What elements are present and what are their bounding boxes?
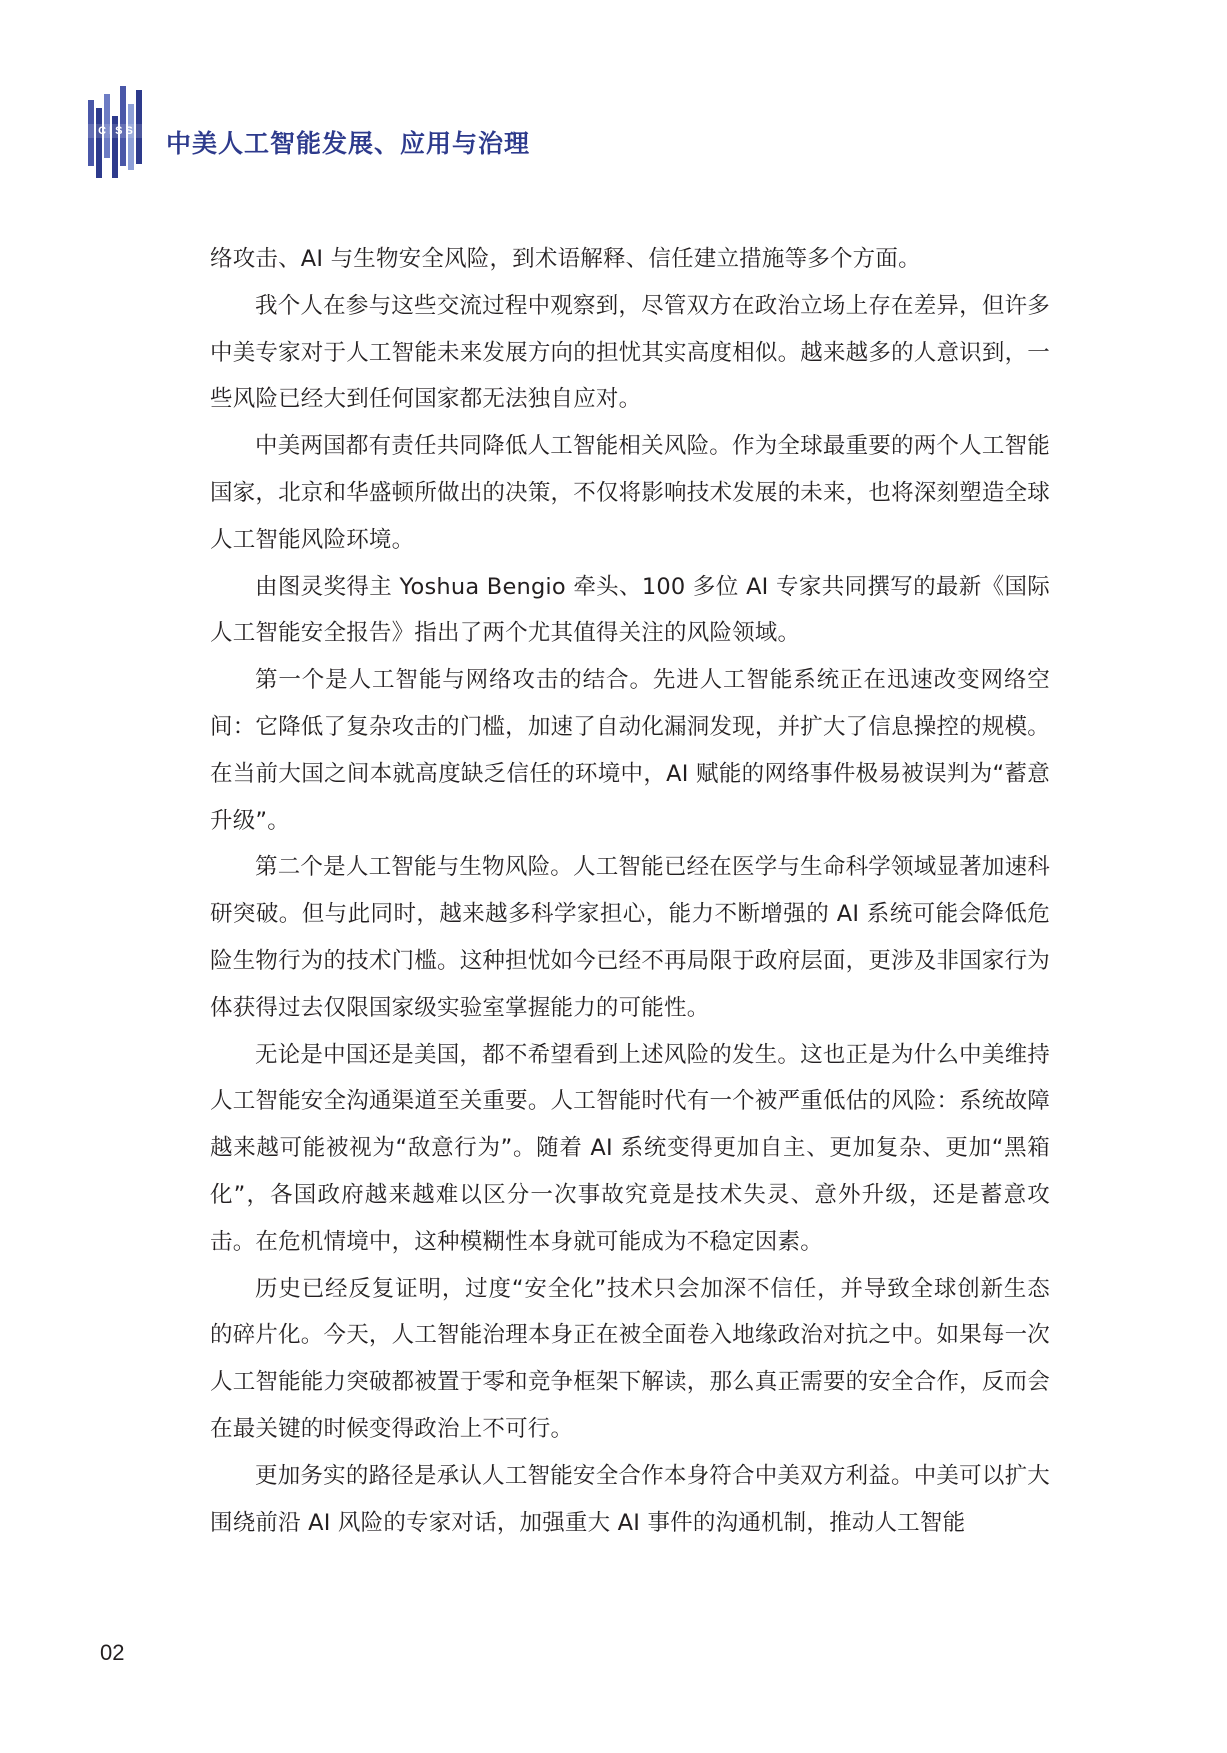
- header-title: 中美人工智能发展、应用与治理: [166, 129, 531, 158]
- page-number: 02: [100, 1640, 125, 1665]
- paragraph-6: 第二个是人工智能与生物风险。人工智能已经在医学与生命科学领域显著加速科研突破。但与此同时，越来越多科学家担心，能力不断增强的 AI 系统可能会降低危险生物行为的技术门槛。这种担忧如今已经不再局限于政府层面，更涉及非国家行为体获得过去仅限国家级实验室掌握能力的可能性。: [210, 854, 1050, 1021]
- paragraph-2: 我个人在参与这些交流过程中观察到，尽管双方在政治立场上存在差异，但许多中美专家对于人工智能未来发展方向的担忧其实高度相似。越来越多的人意识到，一些风险已经大到任何国家都无法独自应对。: [210, 292, 1050, 413]
- paragraph-8: 历史已经反复证明，过度“安全化”技术只会加深不信任，并导致全球创新生态的碎片化。今天，人工智能治理本身正在被全面卷入地缘政治对抗之中。如果每一次人工智能能力突破都被置于零和竞争框架下解读，那么真正需要的安全合作，反而会在最关键的时候变得政治上不可行。: [210, 1275, 1050, 1442]
- page-header: [88, 86, 788, 178]
- paragraph-9: 更加务实的路径是承认人工智能安全合作本身符合中美双方利益。中美可以扩大围绕前沿 AI 风险的专家对话，加强重大 AI 事件的沟通机制，推动人工智能: [210, 1462, 1050, 1536]
- paragraph-3: 中美两国都有责任共同降低人工智能相关风险。作为全球最重要的两个人工智能国家，北京和华盛顿所做出的决策，不仅将影响技术发展的未来，也将深刻塑造全球人工智能风险环境。: [210, 433, 1050, 553]
- paragraph-4: 由图灵奖得主 Yoshua Bengio 牵头、100 多位 AI 专家共同撰写的最新《国际人工智能安全报告》指出了两个尤其值得关注的风险领域。: [210, 573, 1050, 647]
- svg-text:CISS: CISS: [98, 125, 136, 137]
- ciss-logo: [88, 86, 146, 178]
- paragraph-1: 络攻击、AI 与生物安全风险，到术语解释、信任建立措施等多个方面。: [210, 246, 921, 272]
- paragraph-7: 无论是中国还是美国，都不希望看到上述风险的发生。这也正是为什么中美维持人工智能安全沟通渠道至关重要。人工智能时代有一个被严重低估的风险：系统故障越来越可能被视为“敌意行为”。随着 AI 系统变得更加自主、更加复杂、更加“黑箱化”，各国政府越来越难以区分一次事故究竟是技术失灵、意外升级，还是蓄意攻击。在危机情境中，这种模糊性本身就可能成为不稳定因素。: [210, 1041, 1050, 1255]
- body-text: [210, 236, 1050, 1546]
- paragraph-5: 第一个是人工智能与网络攻击的结合。先进人工智能系统正在迅速改变网络空间：它降低了复杂攻击的门槛，加速了自动化漏洞发现，并扩大了信息操控的规模。在当前大国之间本就高度缺乏信任的环境中，AI 赋能的网络事件极易被误判为“蓄意升级”。: [210, 667, 1050, 834]
